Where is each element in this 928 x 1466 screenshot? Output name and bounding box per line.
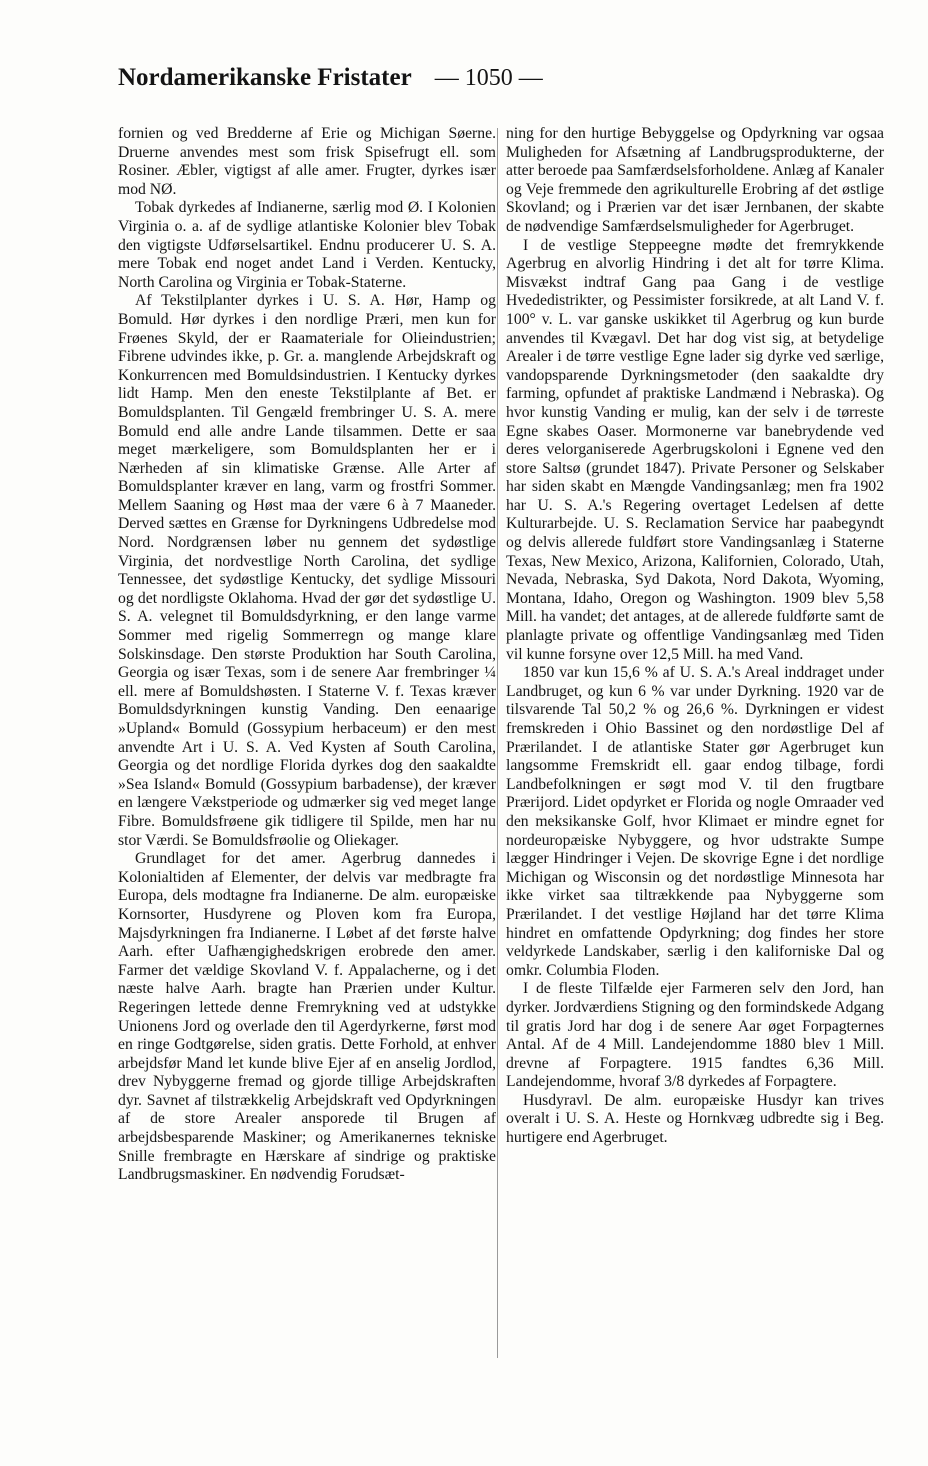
- paragraph: Husdyravl. De alm. europæiske Husdyr kan trives overalt i U. S. A. Heste og Hornkvæg udbredte sig i Beg. hurtigere end Agerbruget.: [506, 1091, 884, 1147]
- column-divider: [497, 128, 498, 1358]
- paragraph: Tobak dyrkedes af Indianerne, særlig mod Ø. I Kolonien Virginia o. a. af de sydlige atlantiske Kolonier blev Tobak den vigtigste Udførselsartikel. Endnu producerer U. S. A. mere Tobak end noget andet Land i Verden. Kentucky, North Carolina og Virginia er Tobak-Staterne.: [118, 199, 496, 291]
- page-header: [118, 64, 818, 98]
- paragraph: Af Tekstilplanter dyrkes i U. S. A. Hør, Hamp og Bomuld. Hør dyrkes i den nordlige Præri, men kun for Frøenes Skyld, der er Raamateriale for Olieindustrien; Fibrene udvindes ikke, p. Gr. a. manglende Arbejdskraft og Konkurrencen med Bomuldsindustrien. I Kentucky dyrkes lidt Hamp. Men den eneste Tekstilplante af Bet. er Bomuldsplanten. Til Gengæld frembringer U. S. A. mere Bomuld end alle andre Lande tilsammen. Dette er saa meget mærkeligere, som Bomuldsplanten her er i Nærheden af sin klimatiske Grænse. Alle Arter af Bomuldsplanter kræver en lang, varm og frostfri Sommer. Mellem Saaning og Høst maa der være 6 à 7 Maaneder. Derved sættes en Grænse for Dyrkningens Udbredelse mod Nord. Nordgrænsen løber nu gennem det sydøstlige Virginia, det nordvestlige North Carolina, det sydlige Tennessee, det sydøstlige Kentucky, det sydlige Missouri og det nordligste Oklahoma. Hvad der gør det sydøstlige U. S. A. velegnet til Bomuldsdyrkning, er den lange varme Sommer med rigelig Sommerregn og mange klare Solskinsdage. Den største Produktion har South Carolina, Georgia og især Texas, som i de senere Aar frembringer ¼ ell. mere af Bomuldshøsten. I Staterne V. f. Texas kræver Bomuldsdyrkningen kunstig Vanding. Den eenaarige »Upland« Bomuld (Gossypium herbaceum) er den mest anvendte Art i U. S. A. Ved Kysten af South Carolina, Georgia og det nordlige Florida dyrkes dog den saakaldte »Sea Island« Bomuld (Gossypium barbadense), der kræver en længere Vækstperiode og udmærker sig ved meget lange Fibre. Bomuldsfrøene gik tidligere til Spilde, men har nu stor Værdi. Se Bomuldsfrøolie og Oliekager.: [118, 292, 496, 849]
- left-column: [118, 125, 496, 1350]
- right-column: [506, 125, 884, 1350]
- paragraph: I de vestlige Steppeegne mødte det fremrykkende Agerbrug en alvorlig Hindring i det alt for tørre Klima. Misvækst indtraf Gang paa Gang i de vestlige Hvededistrikter, og Pessimister forsikrede, at alt Land V. f. 100° v. L. var ganske uskikket til Agerbrug og kun burde anvendes til Kvægavl. Det har dog vist sig, at betydelige Arealer i de tørre vestlige Egne lader sig dyrke ved særlige, vandopsparende Dyrkningsmetoder (den saakaldte dry farming, opfundet af praktiske Landmænd i Nebraska). Og hvor kunstig Vanding er mulig, kan der selv i de tørreste Egne skabes Oaser. Mormonerne var banebrydende ved deres velorganiserede Agerbrugskoloni i Egnene ved den store Saltsø (grundet 1847). Private Personer og Selskaber har siden skabt en Mængde Vandingsanlæg; men fra 1902 har U. S. A.'s Regering overtaget Ledelsen af dette Kulturarbejde. U. S. Reclamation Service har paabegyndt og delvis allerede fuldført store Vandingsanlæg i Staterne Texas, New Mexico, Arizona, Kalifornien, Colorado, Utah, Nevada, Nebraska, Syd Dakota, Nord Dakota, Wyoming, Montana, Idaho, Oregon og Washington. 1909 blev 5,58 Mill. ha vandet; det antages, at de allerede fuldførte samt de planlagte private og offentlige Vandingsanlæg med Tiden vil kunne forsyne over 12,5 Mill. ha med Vand.: [506, 236, 884, 663]
- page-number: — 1050 —: [434, 65, 543, 91]
- paragraph: fornien og ved Bredderne af Erie og Michigan Søerne. Druerne anvendes mest som frisk Spisefrugt ell. som Rosiner. Æbler, vigtigst af alle amer. Frugter, dyrkes især mod NØ.: [118, 125, 496, 198]
- paragraph: ning for den hurtige Bebyggelse og Opdyrkning var ogsaa Muligheden for Afsætning af Landbrugsprodukterne, der atter beroede paa Samfærdselsforholdene. Anlæg af Kanaler og Veje fremmede den agrikulturelle Erobring af det østlige Skovland; og i Prærien var det især Jernbanen, der skabte de nødvendige Samfærdselsmuligheder for Agerbruget.: [506, 125, 884, 235]
- paragraph: Grundlaget for det amer. Agerbrug dannedes i Kolonialtiden af Elementer, der delvis var medbragte fra Europa, dels modtagne fra Indianerne. De alm. europæiske Kornsorter, Husdyrene og Ploven kom fra Europa, Majsdyrkningen fra Indianerne. I Løbet af det første halve Aarh. efter Uafhængighedskrigen erobrede den amer. Farmer det vældige Skovland V. f. Appalacherne, og i det næste halve Aarh. bragte han Prærien under Kultur. Regeringen lettede denne Fremrykning ved at udstykke Unionens Jord og overlade den til Agerdyrkerne, først mod en ringe Godtgørelse, siden gratis. Dette Forhold, at enhver arbejdsfør Mand let kunde blive Ejer af en anselig Jordlod, drev Nybyggerne fremad og gjorde tillige Arbejdskraften dyr. Savnet af tilstrækkelig Arbejdskraft ved Opdyrkningen af de store Arealer ansporede til Brugen af arbejdsbesparende Maskiner; og Amerikanernes tekniske Snille frembragte en Hærskare af sindrige og praktiske Landbrugsmaskiner. En nødvendig Forudsæt-: [118, 850, 496, 1184]
- paragraph: I de fleste Tilfælde ejer Farmeren selv den Jord, han dyrker. Jordværdiens Stigning og den formindskede Adgang til gratis Jord har dog i de senere Aar øget Forpagternes Antal. Af de 4 Mill. Landejendomme 1880 blev 1 Mill. drevne af Forpagtere. 1915 fandtes 6,36 Mill. Landejendomme, hvoraf 3/8 dyrkedes af Forpagtere.: [506, 980, 884, 1091]
- paragraph: 1850 var kun 15,6 % af U. S. A.'s Areal inddraget under Landbruget, og kun 6 % var under Dyrkning. 1920 var de tilsvarende Tal 50,2 % og 26,6 %. Dyrkningen er videst fremskreden i Ohio Bassinet og den nordøstlige Del af Prærilandet. I de atlantiske Stater gør Agerbruget kun langsomme Fremskridt ell. gaar endog tilbage, fordi Landbefolkningen er søgt mod V. til den frugtbare Prærijord. Lidet opdyrket er Florida og nogle Omraader ved den meksikanske Golf, hvor Klimaet er mindre egnet for nordeuropæiske Nybyggere, og hvor udstrakte Sumpe lægger Hindringer i Vejen. De skovrige Egne i det nordlige Michigan og Wisconsin og det nordøstlige Minnesota har ikke virket saa tiltrækkende paa Nybyggerne som Prærilandet. I det vestlige Højland har det tørre Klima hindret en omfattende Opdyrkning; dog findes her store veldyrkede Landskaber, særlig i den kaliforniske Dal og omkr. Columbia Floden.: [506, 664, 884, 979]
- running-title: Nordamerikanske Fristater: [118, 64, 412, 91]
